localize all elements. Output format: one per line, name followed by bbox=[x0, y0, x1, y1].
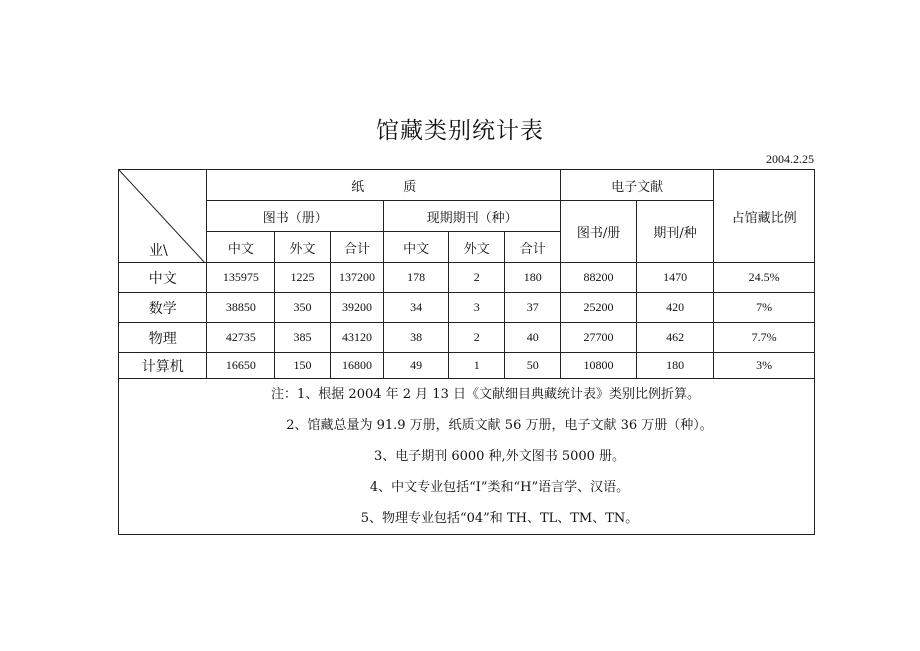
books-cn-value: 42735 bbox=[207, 323, 275, 353]
periodicals-total-header: 合计 bbox=[505, 232, 561, 263]
share-value: 24.5% bbox=[714, 263, 815, 293]
books-foreign-value: 150 bbox=[275, 353, 331, 379]
periodicals-cn-value: 49 bbox=[384, 353, 449, 379]
row-label: 计算机 bbox=[119, 353, 207, 379]
document-title: 馆藏类别统计表 bbox=[376, 118, 544, 144]
note-item: 2、馆藏总量为 91.9 万册，纸质文献 56 万册，电子文献 36 万册（种）。 bbox=[286, 418, 713, 433]
e-periodicals-value: 462 bbox=[637, 323, 714, 353]
books-cn-value: 38850 bbox=[207, 293, 275, 323]
books-total-value: 16800 bbox=[330, 353, 383, 379]
share-header: 占馆藏比例 bbox=[714, 170, 815, 263]
corner-header-cell bbox=[119, 170, 207, 263]
electronic-header: 电子文献 bbox=[561, 170, 714, 201]
row-label: 数学 bbox=[119, 293, 207, 323]
e-books-value: 27700 bbox=[561, 323, 637, 353]
books-foreign-value: 350 bbox=[275, 293, 331, 323]
statistics-table bbox=[118, 169, 815, 535]
note-item: 注：1、根据 2004 年 2 月 13 日《文献细目典藏统计表》类别比例折算。 bbox=[271, 387, 700, 402]
periodicals-cn-value: 38 bbox=[384, 323, 449, 353]
corner-label: 业\ bbox=[149, 243, 168, 259]
periodicals-total-value: 50 bbox=[505, 353, 561, 379]
row-label: 物理 bbox=[119, 323, 207, 353]
periodicals-foreign-value: 2 bbox=[448, 263, 505, 293]
books-cn-value: 135975 bbox=[207, 263, 275, 293]
table-row bbox=[119, 323, 815, 353]
books-cn-header: 中文 bbox=[207, 232, 275, 263]
books-foreign-value: 385 bbox=[275, 323, 331, 353]
books-total-value: 39200 bbox=[330, 293, 383, 323]
books-foreign-header: 外文 bbox=[275, 232, 331, 263]
e-books-value: 10800 bbox=[561, 353, 637, 379]
books-cn-value: 16650 bbox=[207, 353, 275, 379]
books-total-value: 43120 bbox=[330, 323, 383, 353]
books-foreign-value: 1225 bbox=[275, 263, 331, 293]
periodicals-foreign-value: 2 bbox=[448, 323, 505, 353]
e-books-header: 图书/册 bbox=[561, 201, 637, 263]
document-date: 2004.2.25 bbox=[766, 152, 814, 166]
periodicals-total-value: 40 bbox=[505, 323, 561, 353]
note-item: 4、中文专业包括“I”类和“H”语言学、汉语。 bbox=[369, 480, 630, 495]
periodicals-total-value: 180 bbox=[505, 263, 561, 293]
paper-header: 纸 质 bbox=[207, 170, 561, 201]
periodicals-foreign-value: 3 bbox=[448, 293, 505, 323]
books-header: 图书（册） bbox=[207, 201, 384, 232]
note-item: 5、物理专业包括“04”和 TH、TL、TM、TN。 bbox=[360, 511, 639, 526]
books-total-header: 合计 bbox=[330, 232, 383, 263]
books-total-value: 137200 bbox=[330, 263, 383, 293]
share-value: 3% bbox=[714, 353, 815, 379]
e-books-value: 88200 bbox=[561, 263, 637, 293]
table-row bbox=[119, 263, 815, 293]
share-value: 7% bbox=[714, 293, 815, 323]
notes-cell bbox=[119, 379, 815, 535]
periodicals-cn-value: 178 bbox=[384, 263, 449, 293]
periodicals-header: 现期期刊（种） bbox=[384, 201, 561, 232]
note-item: 3、电子期刊 6000 种,外文图书 5000 册。 bbox=[373, 449, 626, 464]
periodicals-cn-value: 34 bbox=[384, 293, 449, 323]
table-row bbox=[119, 353, 815, 379]
e-periodicals-value: 180 bbox=[637, 353, 714, 379]
periodicals-cn-header: 中文 bbox=[384, 232, 449, 263]
table-row bbox=[119, 293, 815, 323]
share-value: 7.7% bbox=[714, 323, 815, 353]
e-periodicals-header: 期刊/种 bbox=[637, 201, 714, 263]
periodicals-foreign-header: 外文 bbox=[448, 232, 505, 263]
e-periodicals-value: 420 bbox=[637, 293, 714, 323]
e-periodicals-value: 1470 bbox=[637, 263, 714, 293]
row-label: 中文 bbox=[119, 263, 207, 293]
e-books-value: 25200 bbox=[561, 293, 637, 323]
periodicals-total-value: 37 bbox=[505, 293, 561, 323]
periodicals-foreign-value: 1 bbox=[448, 353, 505, 379]
